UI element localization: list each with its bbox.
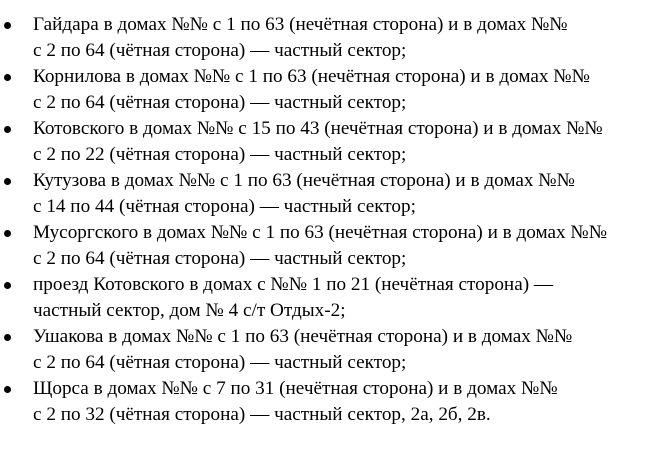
bullet-icon (4, 74, 11, 81)
list-item-shchorsa (0, 376, 667, 428)
list-item-line: Щорса в домах №№ с 7 по 31 (нечётная сторона) и в домах №№ (33, 378, 558, 399)
list-item-proezd-kotovskogo (0, 272, 667, 324)
list-item-line: Гайдара в домах №№ с 1 по 63 (нечётная сторона) и в домах №№ (33, 14, 568, 35)
list-item-line: Кутузова в домах №№ с 1 по 63 (нечётная сторона) и в домах №№ (33, 170, 575, 191)
list-item-gaidara (0, 12, 667, 64)
bullet-icon (4, 126, 11, 133)
list-item-line: Ушакова в домах №№ с 1 по 63 (нечётная сторона) и в домах №№ (33, 326, 573, 347)
street-list (0, 12, 667, 428)
bullet-icon (4, 230, 11, 237)
list-item-line: с 2 по 64 (чётная сторона) — частный сектор; (33, 248, 407, 269)
bullet-icon (4, 178, 11, 185)
list-item-line: Корнилова в домах №№ с 1 по 63 (нечётная сторона) и в домах №№ (33, 66, 590, 87)
list-item-line: Мусоргского в домах №№ с 1 по 63 (нечётная сторона) и в домах №№ (33, 222, 608, 243)
list-item-line: с 2 по 64 (чётная сторона) — частный сектор; (33, 40, 407, 61)
bullet-icon (4, 22, 11, 29)
list-item-kotovskogo (0, 116, 667, 168)
list-item-line: проезд Котовского в домах с №№ 1 по 21 (нечётная сторона) — (33, 274, 554, 295)
list-item-line: Котовского в домах №№ с 15 по 43 (нечётная сторона) и в домах №№ (33, 118, 603, 139)
list-item-kutuzova (0, 168, 667, 220)
list-item-line: частный сектор, дом № 4 с/т Отдых-2; (33, 300, 346, 321)
list-item-line: с 2 по 64 (чётная сторона) — частный сектор; (33, 352, 407, 373)
list-item-ushakova (0, 324, 667, 376)
bullet-icon (4, 334, 11, 341)
bullet-icon (4, 386, 11, 393)
list-item-line: с 14 по 44 (чётная сторона) — частный сектор; (33, 196, 416, 217)
list-item-musorgskogo (0, 220, 667, 272)
list-item-kornilova (0, 64, 667, 116)
list-item-line: с 2 по 32 (чётная сторона) — частный сектор, 2а, 2б, 2в. (33, 404, 491, 425)
list-item-line: с 2 по 22 (чётная сторона) — частный сектор; (33, 144, 407, 165)
bullet-icon (4, 282, 11, 289)
list-item-line: с 2 по 64 (чётная сторона) — частный сектор; (33, 92, 407, 113)
